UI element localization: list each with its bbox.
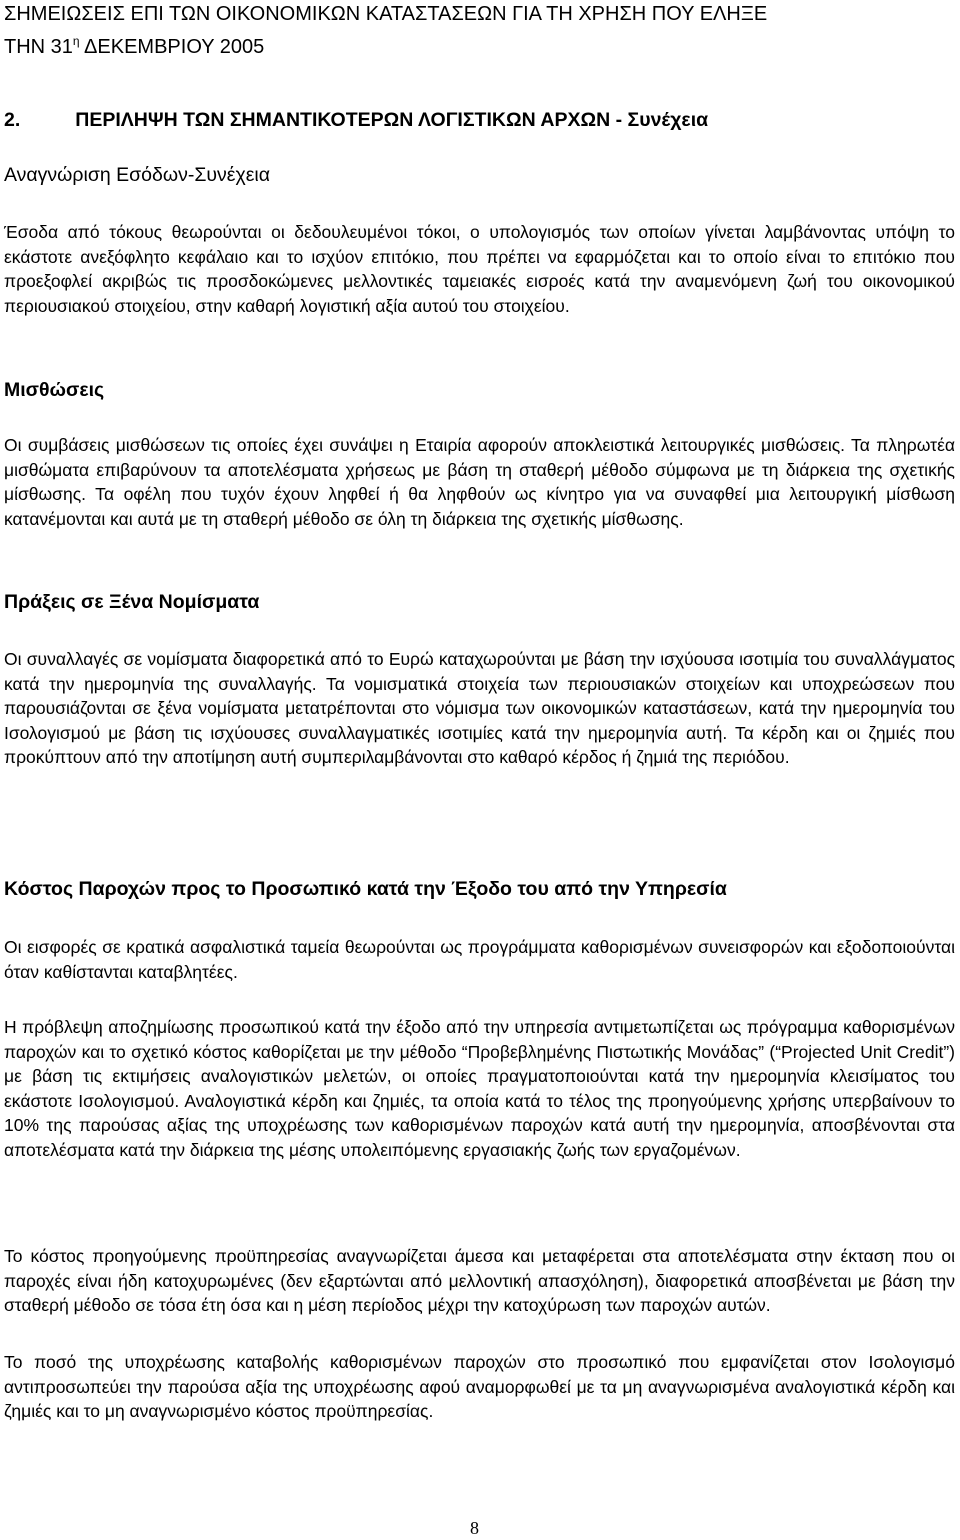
page-number: 8 <box>470 1518 479 1538</box>
heading-employee-benefits: Κόστος Παροχών προς το Προσωπικό κατά την Έξοδο του από την Υπηρεσία <box>4 878 727 900</box>
paragraph-foreign-currency: Οι συναλλαγές σε νομίσματα διαφορετικά από το Ευρώ καταχωρούνται με βάση την ισχύουσα ισοτιμία του συναλλάγματος κατά την ημερομηνία της συναλλαγής. Τα νομισματικά στοιχεία των περιουσιακών στοιχείων και υποχρεώσεων που παρουσιάζονται σε ξένα νομίσματα μετατρέπονται στο νόμισμα των οικονομικών καταστάσεων, κατά την ημερομηνία του Ισολογισμού με βάση τις ισχύουσες συναλλαγματικές ισοτιμίες κατά την ημερομηνία αυτή. Τα κέρδη και οι ζημιές που προκύπτουν από την αποτίμηση αυτή συμπεριλαμβάνονται στο καθαρό κέρδος ή ζημιά της περιόδου. <box>4 649 955 768</box>
section-continuation: Συνέχεια <box>627 109 709 131</box>
section-heading <box>4 107 708 133</box>
heading-leases: Μισθώσεις <box>4 379 105 401</box>
heading-foreign-currency: Πράξεις σε Ξένα Νομίσματα <box>4 591 260 613</box>
header-line-1: ΣΗΜΕΙΩΣΕΙΣ ΕΠΙ ΤΩΝ ΟΙΚΟΝΟΜΙΚΩΝ ΚΑΤΑΣΤΑΣΕΩΝ ΓΙΑ ΤΗ ΧΡΗΣΗ ΠΟΥ ΕΛΗΞΕ <box>4 3 768 25</box>
paragraph-benefits-liability: Το ποσό της υποχρέωσης καταβολής καθορισμένων παροχών στο προσωπικό που εμφανίζεται στον Ισολογισμό αντιπροσωπεύει την παρούσα αξία της υποχρέωσης αφού αναμορφωθεί με τα μη αναγνωρισμένα αναλογιστικά κέρδη και ζημιές και το μη αναγνωρισμένο κόστος προϋπηρεσίας. <box>4 1352 955 1422</box>
paragraph-leases: Οι συμβάσεις μισθώσεων τις οποίες έχει συνάψει η Εταιρία αφορούν αποκλειστικά λειτουργικές μισθώσεις. Τα πληρωτέα μισθώματα επιβαρύνουν τα αποτελέσματα χρήσεως με βάση τη σταθερή μέθοδο σύμφωνα με τη διάρκεια της σχετικής μίσθωσης. Τα οφέλη που τυχόν έχουν ληφθεί ή θα ληφθούν ως κίνητρο για να συναφθεί μια λειτουργική μίσθωση κατανέμονται και αυτά με τη σταθερή μέθοδο σε όλη τη διάρκεια της σχετικής μίσθωσης. <box>4 435 955 529</box>
paragraph-benefits-past-service: Το κόστος προηγούμενης προϋπηρεσίας αναγνωρίζεται άμεσα και μεταφέρεται στα αποτελέσματα στην έκταση που οι παροχές είναι ήδη κατοχυρωμένες (δεν εξαρτώνται από μελλοντική απασχόληση), διαφορετικά αποσβένεται με βάση την σταθερή μέθοδο σε τόσα έτη όσα και η μέση περίοδος μέχρι την κατοχύρωση των παροχών αυτών. <box>4 1246 955 1316</box>
header-line-2-pre: ΤΗΝ 31 <box>4 36 73 58</box>
subsection-revenue-heading: Αναγνώριση Εσόδων-Συνέχεια <box>4 164 271 186</box>
paragraph-benefits-contributions: Οι εισφορές σε κρατικά ασφαλιστικά ταμεία θεωρούνται ως προγράμματα καθορισμένων συνεισφορών και εξοδοποιούνται όταν καθίστανται καταβλητέες. <box>4 937 955 982</box>
section-title: ΠΕΡΙΛΗΨΗ ΤΩΝ ΣΗΜΑΝΤΙΚΟΤΕΡΩΝ ΛΟΓΙΣΤΙΚΩΝ ΑΡΧΩΝ - <box>75 109 623 131</box>
paragraph-benefits-provision: Η πρόβλεψη αποζημίωσης προσωπικού κατά την έξοδο από την υπηρεσία αντιμετωπίζεται ως πρόγραμμα καθορισμένων παροχών και το σχετικό κόστος καθορίζεται με την μέθοδο “Προβεβλημένης Πιστωτικής Μονάδας” (“Projected Unit Credit”) με βάση τις εκτιμήσεις αναλογιστικών μελετών, οι οποίες πραγματοποιούνται κατά την ημερομηνία κλεισίματος του εκάστοτε Ισολογισμού. Αναλογιστικά κέρδη και ζημιές, τα οποία κατά το τέλος της προηγούμενης χρήσης υπερβαίνουν το 10% της παρούσας αξίας της υποχρέωσης των καθορισμένων παροχών κατά αυτή την ημερομηνία, αποσβένονται στα αποτελέσματα κατά την διάρκεια της μέσης υπολειπόμενης εργασιακής ζωής των εργαζομένων. <box>4 1017 955 1160</box>
header-line-2-post: ΔΕΚΕΜΒΡΙΟΥ 2005 <box>79 36 265 58</box>
paragraph-interest-income: Έσοδα από τόκους θεωρούνται οι δεδουλευμένοι τόκοι, ο υπολογισμός των οποίων γίνεται λαμβάνοντας υπόψη το εκάστοτε ανεξόφλητο κεφάλαιο και το ισχύον επιτόκιο, που πρέπει να εφαρμόζεται και το οποίο είναι το επιτόκιο που προεξοφλεί ακριβώς τις προσδοκώμενες μελλοντικές ταμειακές εισροές κατά την αναμενόμενη ζωή του οικονομικού περιουσιακού στοιχείου, στην καθαρή λογιστική αξία αυτού του στοιχείου. <box>4 222 955 316</box>
header-line-2 <box>4 28 264 60</box>
header-line-2-sup: η <box>72 34 80 48</box>
section-number: 2. <box>4 109 21 131</box>
